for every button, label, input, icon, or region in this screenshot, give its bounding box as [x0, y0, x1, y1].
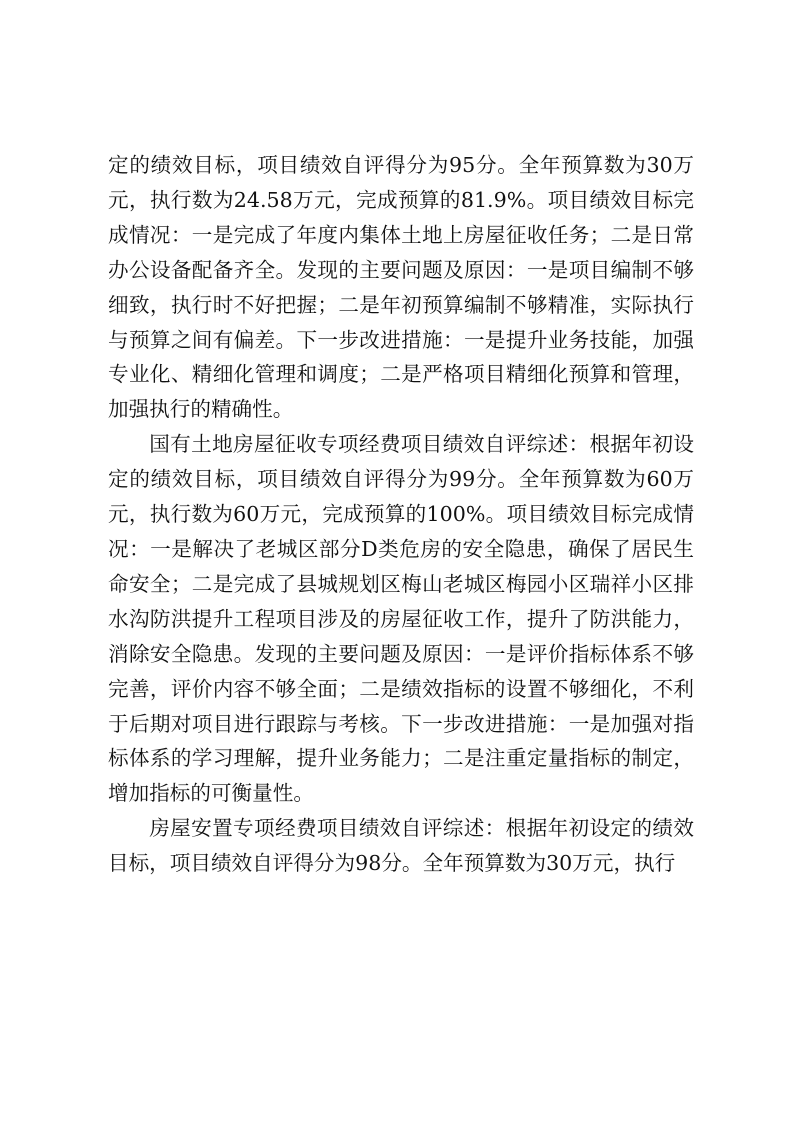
- paragraph-housing-resettlement: 房屋安置专项经费项目绩效自评综述：根据年初设定的绩效目标，项目绩效自评得分为98分。全年预算数为30万元，执行: [108, 816, 694, 876]
- document-page: [108, 148, 694, 881]
- paragraph-project-performance-continued: 定的绩效目标，项目绩效自评得分为95分。全年预算数为30万元，执行数为24.58万元，完成预算的81.9%。项目绩效目标完成情况：一是完成了年度内集体土地上房屋征收任务；二是日常办公设备配备齐全。发现的主要问题及原因：一是项目编制不够细致，执行时不好把握；二是年初预算编制不够精准，实际执行与预算之间有偏差。下一步改进措施：一是提升业务技能，加强专业化、精细化管理和调度；二是严格项目精细化预算和管理，加强执行的精确性。: [108, 153, 694, 422]
- paragraph-state-land-expropriation: 国有土地房屋征收专项经费项目绩效自评综述：根据年初设定的绩效目标，项目绩效自评得分为99分。全年预算数为60万元，执行数为60万元，完成预算的100%。项目绩效目标完成情况：一是解决了老城区部分D类危房的安全隐患，确保了居民生命安全；二是完成了县城规划区梅山老城区梅园小区瑞祥小区排水沟防洪提升工程项目涉及的房屋征收工作，提升了防洪能力，消除安全隐患。发现的主要问题及原因：一是评价指标体系不够完善，评价内容不够全面；二是绩效指标的设置不够细化，不利于后期对项目进行跟踪与考核。下一步改进措施：一是加强对指标体系的学习理解，提升业务能力；二是注重定量指标的制定，增加指标的可衡量性。: [108, 432, 694, 806]
